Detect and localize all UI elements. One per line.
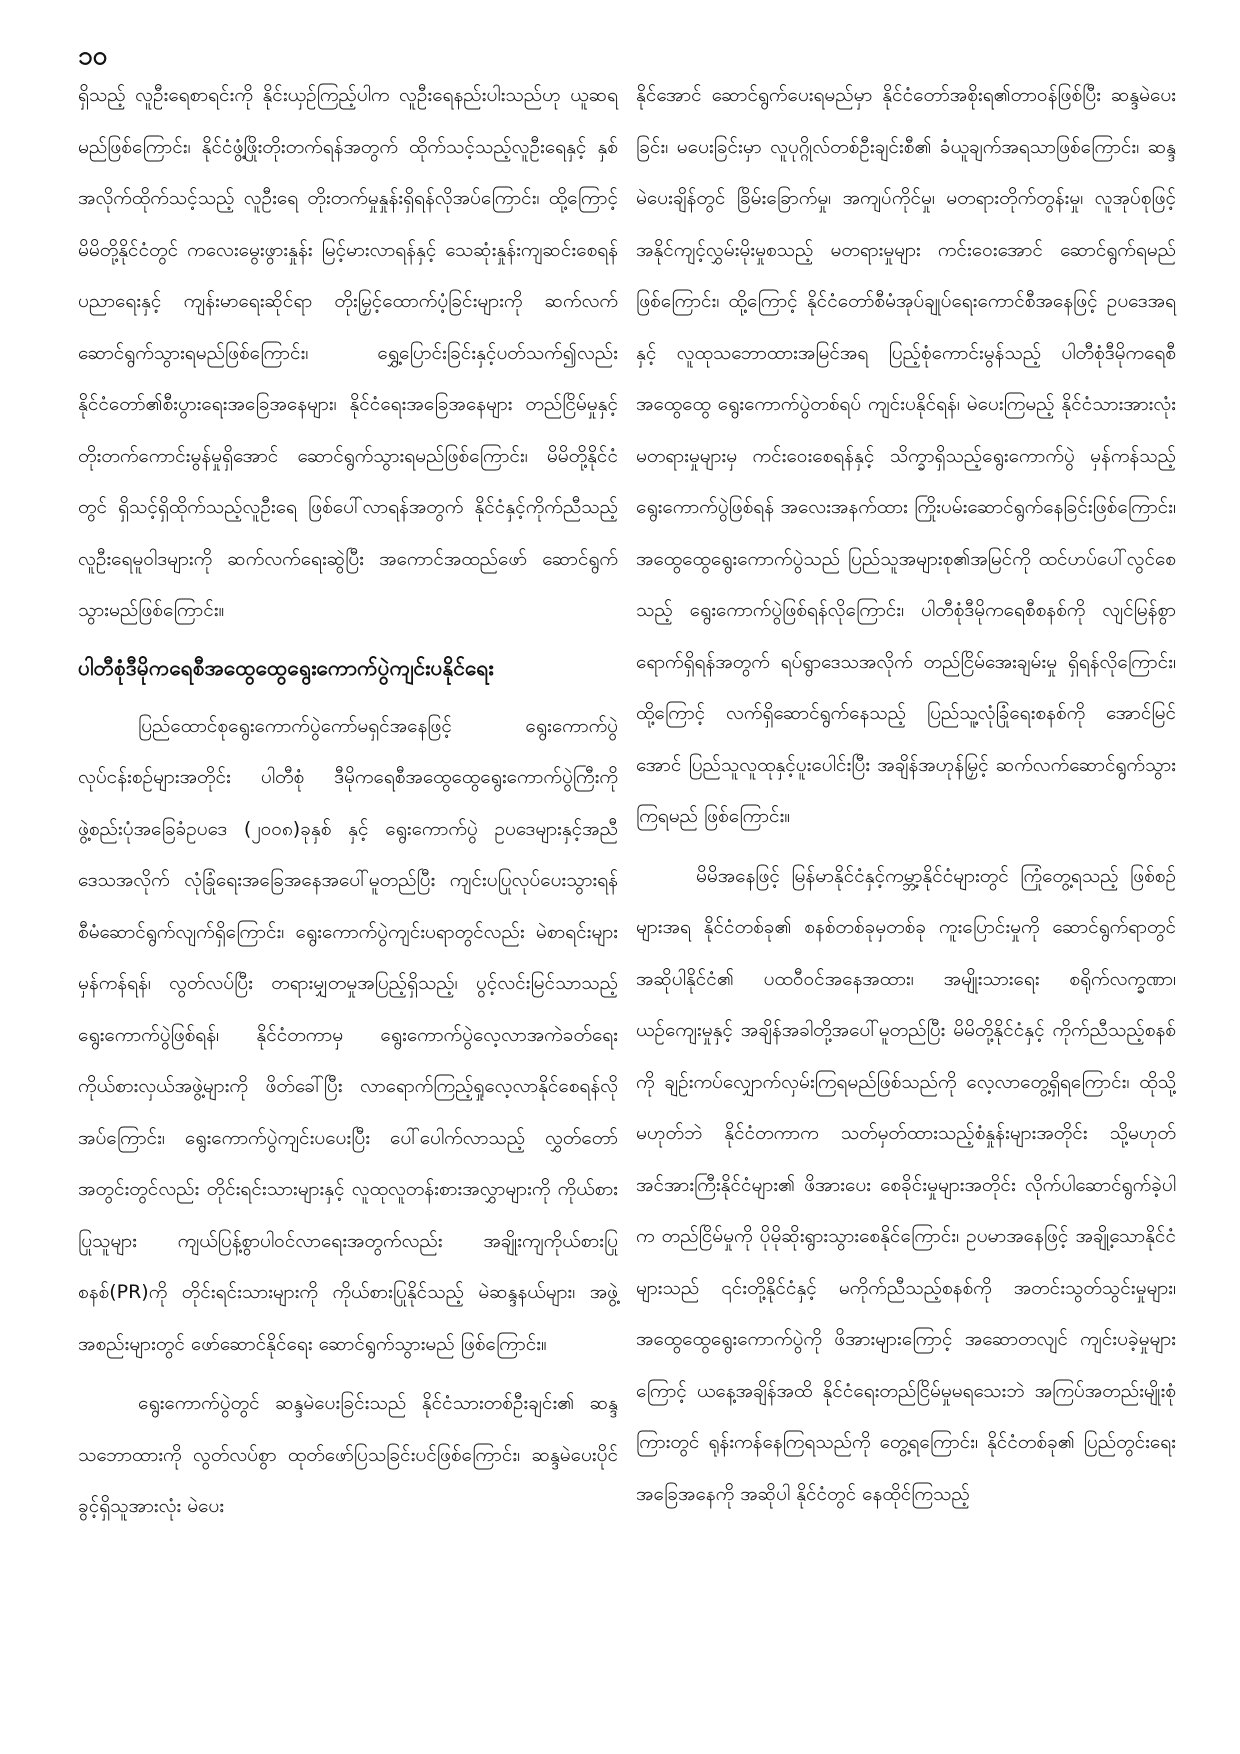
right-paragraph-2: မိမိအနေဖြင့် မြန်မာနိုင်ငံနှင့်ကမ္ဘာ့နိုင်ငံများတွင် ကြုံတွေ့ရသည့် ဖြစ်စဉ်များအရ နိုင်ငံတစ်ခု၏ စနစ်တစ်ခုမှတစ်ခု ကူးပြောင်းမှုကို ဆောင်ရွက်ရာတွင် အဆိုပါနိုင်ငံ၏ ပထဝီဝင်အနေအထား၊ အမျိုးသားရေး စရိုက်လက္ခဏာ၊ ယဉ်ကျေးမှုနှင့် အချိန်အခါတို့အပေါ်မူတည်ပြီး မိမိတို့နိုင်ငံနှင့် ကိုက်ညီသည့်စနစ်ကို ချဉ်းကပ်လျှောက်လှမ်းကြရမည်ဖြစ်သည်ကို လေ့လာတွေ့ရှိရကြောင်း၊ ထိုသို့မဟုတ်ဘဲ နိုင်ငံတကာက သတ်မှတ်ထားသည့်စံနှုန်းများအတိုင်း သို့မဟုတ် အင်အားကြီးနိုင်ငံများ၏ ဖိအားပေး စေခိုင်းမှုများအတိုင်း လိုက်ပါဆောင်ရွက်ခဲ့ပါက တည်ငြိမ်မှုကို ပိုမိုဆိုးရွားသွားစေနိုင်ကြောင်း၊ ဥပမာအနေဖြင့် အချို့သောနိုင်ငံများသည် ၎င်းတို့နိုင်ငံနှင့် မကိုက်ညီသည့်စနစ်ကို အတင်းသွတ်သွင်းမှုများ၊ အထွေထွေရွေးကောက်ပွဲကို ဖိအားများကြောင့် အဆောတလျင် ကျင်းပခဲ့မှုများကြောင့် ယနေ့အချိန်အထိ နိုင်ငံရေးတည်ငြိမ်မှုမရသေးဘဲ အကြပ်အတည်းမျိုးစုံကြားတွင် ရုန်းကန်နေကြရသည်ကို တွေ့ရကြောင်း၊ နိုင်ငံတစ်ခု၏ ပြည်တွင်းရေးအခြေအနေကို အဆိုပါ နိုင်ငံတွင် နေထိုင်ကြသည့် xyxy=(636,864,1176,1505)
left-paragraph-2: ပြည်ထောင်စုရွေးကောက်ပွဲကော်မရှင်အနေဖြင့် ရွေးကောက်ပွဲလုပ်ငန်းစဉ်များအတိုင်း ပါတီစုံ ဒီမိုကရေစီအထွေထွေရွေးကောက်ပွဲကြီးကို ဖွဲ့စည်းပုံအခြေခံဥပဒေ (၂၀၀၈)ခုနှစ် နှင့် ရွေးကောက်ပွဲ ဥပဒေများနှင့်အညီ ဒေသအလိုက် လုံခြုံရေးအခြေအနေအပေါ်မူတည်ပြီး ကျင်းပပြုလုပ်ပေးသွားရန် စီမံဆောင်ရွက်လျက်ရှိကြောင်း၊ ရွေးကောက်ပွဲကျင်းပရာတွင်လည်း မဲစာရင်းများမှန်ကန်ရန်၊ လွတ်လပ်ပြီး တရားမျှတမှုအပြည့်ရှိသည့်၊ ပွင့်လင်းမြင်သာသည့် ရွေးကောက်ပွဲဖြစ်ရန်၊ နိုင်ငံတကာမှ ရွေးကောက်ပွဲလေ့လာအကဲခတ်ရေးကိုယ်စားလှယ်အဖွဲ့များကို ဖိတ်ခေါ်ပြီး လာရောက်ကြည့်ရှုလေ့လာနိုင်စေရန်လိုအပ်ကြောင်း၊ ရွေးကောက်ပွဲကျင်းပပေးပြီး ပေါ်ပေါက်လာသည့် လွှတ်တော်အတွင်းတွင်လည်း တိုင်းရင်းသားများနှင့် လူထုလူတန်းစားအလွှာများကို ကိုယ်စားပြုသူများ ကျယ်ပြန့်စွာပါဝင်လာရေးအတွက်လည်း အချိုးကျကိုယ်စားပြုစနစ်(PR)ကို တိုင်းရင်းသားများကို ကိုယ်စားပြုနိုင်သည့် မဲဆန္ဒနယ်များ၊ အဖွဲ့အစည်းများတွင် ဖော်ဆောင်နိုင်ရေး ဆောင်ရွက်သွားမည် ဖြစ်ကြောင်း။ xyxy=(78,714,618,1355)
left-paragraph-1: ရှိသည့် လူဦးရေစာရင်းကို နိုင်းယှဉ်ကြည့်ပါက လူဦးရေနည်းပါးသည်ဟု ယူဆရမည်ဖြစ်ကြောင်း၊ နိုင်ငံဖွံ့ဖြိုးတိုးတက်ရန်အတွက် ထိုက်သင့်သည့်လူဦးရေနှင့် နှစ်အလိုက်ထိုက်သင့်သည့် လူဦးရေ တိုးတက်မှုနှုန်းရှိရန်လိုအပ်ကြောင်း၊ ထို့ကြောင့် မိမိတို့နိုင်ငံတွင် ကလေးမွေးဖွားနှုန်း မြင့်မားလာရန်နှင့် သေဆုံးနှုန်းကျဆင်းစေရန် ပညာရေးနှင့် ကျန်းမာရေးဆိုင်ရာ တိုးမြှင့်ထောက်ပံ့ခြင်းများကို ဆက်လက်ဆောင်ရွက်သွားရမည်ဖြစ်ကြောင်း၊ ရွှေ့ပြောင်းခြင်းနှင့်ပတ်သက်၍လည်း နိုင်ငံတော်၏စီးပွားရေးအခြေအနေများ၊ နိုင်ငံရေးအခြေအနေများ တည်ငြိမ်မှုနှင့် တိုးတက်ကောင်းမွန်မှုရှိအောင် ဆောင်ရွက်သွားရမည်ဖြစ်ကြောင်း၊ မိမိတို့နိုင်ငံတွင် ရှိသင့်ရှိထိုက်သည့်လူဦးရေ ဖြစ်ပေါ်လာရန်အတွက် နိုင်ငံနှင့်ကိုက်ညီသည့် လူဦးရေမူဝါဒများကို ဆက်လက်ရေးဆွဲပြီး အကောင်အထည်ဖော် ဆောင်ရွက်သွားမည်ဖြစ်ကြောင်း။ xyxy=(78,84,618,621)
left-column xyxy=(78,70,618,1533)
left-paragraph-3: ရွေးကောက်ပွဲတွင် ဆန္ဒမဲပေးခြင်းသည် နိုင်ငံသားတစ်ဦးချင်း၏ ဆန္ဒသဘောထားကို လွတ်လပ်စွာ ထုတ်ဖော်ပြသခြင်းပင်ဖြစ်ကြောင်း၊ ဆန္ဒမဲပေးပိုင်ခွင့်ရှိသူအားလုံး မဲပေး xyxy=(78,1392,618,1517)
right-column xyxy=(636,70,1176,1520)
right-paragraph-1: နိုင်အောင် ဆောင်ရွက်ပေးရမည်မှာ နိုင်ငံတော်အစိုးရ၏တာဝန်ဖြစ်ပြီး ဆန္ဒမဲပေးခြင်း၊ မပေးခြင်းမှာ လူပုဂ္ဂိုလ်တစ်ဦးချင်းစီ၏ ခံယူချက်အရသာဖြစ်ကြောင်း၊ ဆန္ဒမဲပေးချိန်တွင် ခြိမ်းခြောက်မှု၊ အကျပ်ကိုင်မှု၊ မတရားတိုက်တွန်းမှု၊ လူအုပ်စုဖြင့် အနိုင်ကျင့်လွှမ်းမိုးမှုစသည့် မတရားမှုများ ကင်းဝေးအောင် ဆောင်ရွက်ရမည်ဖြစ်ကြောင်း၊ ထို့ကြောင့် နိုင်ငံတော်စီမံအုပ်ချုပ်ရေးကောင်စီအနေဖြင့် ဥပဒေအရ နှင့် လူထုသဘောထားအမြင်အရ ပြည့်စုံကောင်းမွန်သည့် ပါတီစုံဒီမိုကရေစီအထွေထွေ ရွေးကောက်ပွဲတစ်ရပ် ကျင်းပနိုင်ရန်၊ မဲပေးကြမည့် နိုင်ငံသားအားလုံး မတရားမှုများမှ ကင်းဝေးစေရန်နှင့် သိက္ခာရှိသည့်ရွေးကောက်ပွဲ မှန်ကန်သည့်ရွေးကောက်ပွဲဖြစ်ရန် အလေးအနက်ထား ကြိုးပမ်းဆောင်ရွက်နေခြင်းဖြစ်ကြောင်း၊ အထွေထွေရွေးကောက်ပွဲသည် ပြည်သူအများစု၏အမြင်ကို ထင်ဟပ်ပေါ်လွင်စေသည့် ရွေးကောက်ပွဲဖြစ်ရန်လိုကြောင်း၊ ပါတီစုံဒီမိုကရေစီစနစ်ကို လျင်မြန်စွာရောက်ရှိရန်အတွက် ရပ်ရွာဒေသအလိုက် တည်ငြိမ်အေးချမ်းမှု ရှိရန်လိုကြောင်း၊ ထို့ကြောင့် လက်ရှိဆောင်ရွက်နေသည့် ပြည်သူ့လုံခြုံရေးစနစ်ကို အောင်မြင်အောင် ပြည်သူလူထုနှင့်ပူးပေါင်းပြီး အချိန်အဟုန်မြှင့် ဆက်လက်ဆောင်ရွက်သွားကြရမည် ဖြစ်ကြောင်း။ xyxy=(636,84,1176,827)
section-heading: ပါတီစုံဒီမိုကရေစီအထွေထွေရွေးကောက်ပွဲကျင်းပနိုင်ရေး xyxy=(78,655,494,680)
page-number: ၁၀ xyxy=(78,41,108,71)
